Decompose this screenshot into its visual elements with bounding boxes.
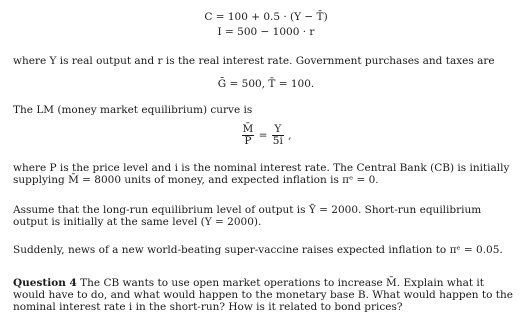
investment-equation: I = 500 − 1000 · r bbox=[217, 26, 315, 38]
lm-lhs-denominator: P bbox=[244, 135, 252, 147]
long-run-paragraph: Assume that the long-run equilibrium level of output is Ȳ = 2000. Short-run equilibrium output is initially at the same level (Y = 2000). bbox=[13, 204, 482, 228]
lm-trailing-comma: , bbox=[288, 129, 292, 142]
consumption-equation: C = 100 + 0.5 · (Y − T̄) bbox=[204, 11, 328, 23]
question-label: Question 4 bbox=[13, 277, 77, 289]
lm-rhs-numerator: Y bbox=[272, 124, 284, 136]
question-paragraph bbox=[13, 277, 519, 313]
central-bank-paragraph: where P is the price level and i is the nominal interest rate. The Central Bank (CB) is initially supplying M̄ = 8000 units of money, and expected inflation is πᵉ = 0. bbox=[13, 162, 510, 186]
question-text: The CB wants to use open market operations to increase M̄. Explain what it would have to do, and what would happen to the monetary base B. What would happen to the nominal interest rate i in the short-run? How is it related to bond prices? bbox=[13, 277, 513, 313]
vaccine-paragraph: Suddenly, news of a new world-beating super-vaccine raises expected inflation to πᵉ = 0.05. bbox=[13, 244, 503, 256]
lm-rhs-denominator: 5i bbox=[272, 135, 283, 147]
variables-paragraph: where Y is real output and r is the real interest rate. Government purchases and taxes are bbox=[13, 55, 495, 67]
lm-rhs-fraction bbox=[272, 124, 284, 147]
lm-equals-sign: = bbox=[258, 129, 268, 142]
lm-intro-paragraph: The LM (money market equilibrium) curve is bbox=[13, 104, 253, 116]
lm-equation bbox=[0, 124, 532, 147]
lm-lhs-fraction bbox=[242, 124, 255, 147]
government-equation: Ḡ = 500, T̄ = 100. bbox=[217, 78, 315, 90]
lm-lhs-numerator: M̄ bbox=[242, 123, 254, 135]
